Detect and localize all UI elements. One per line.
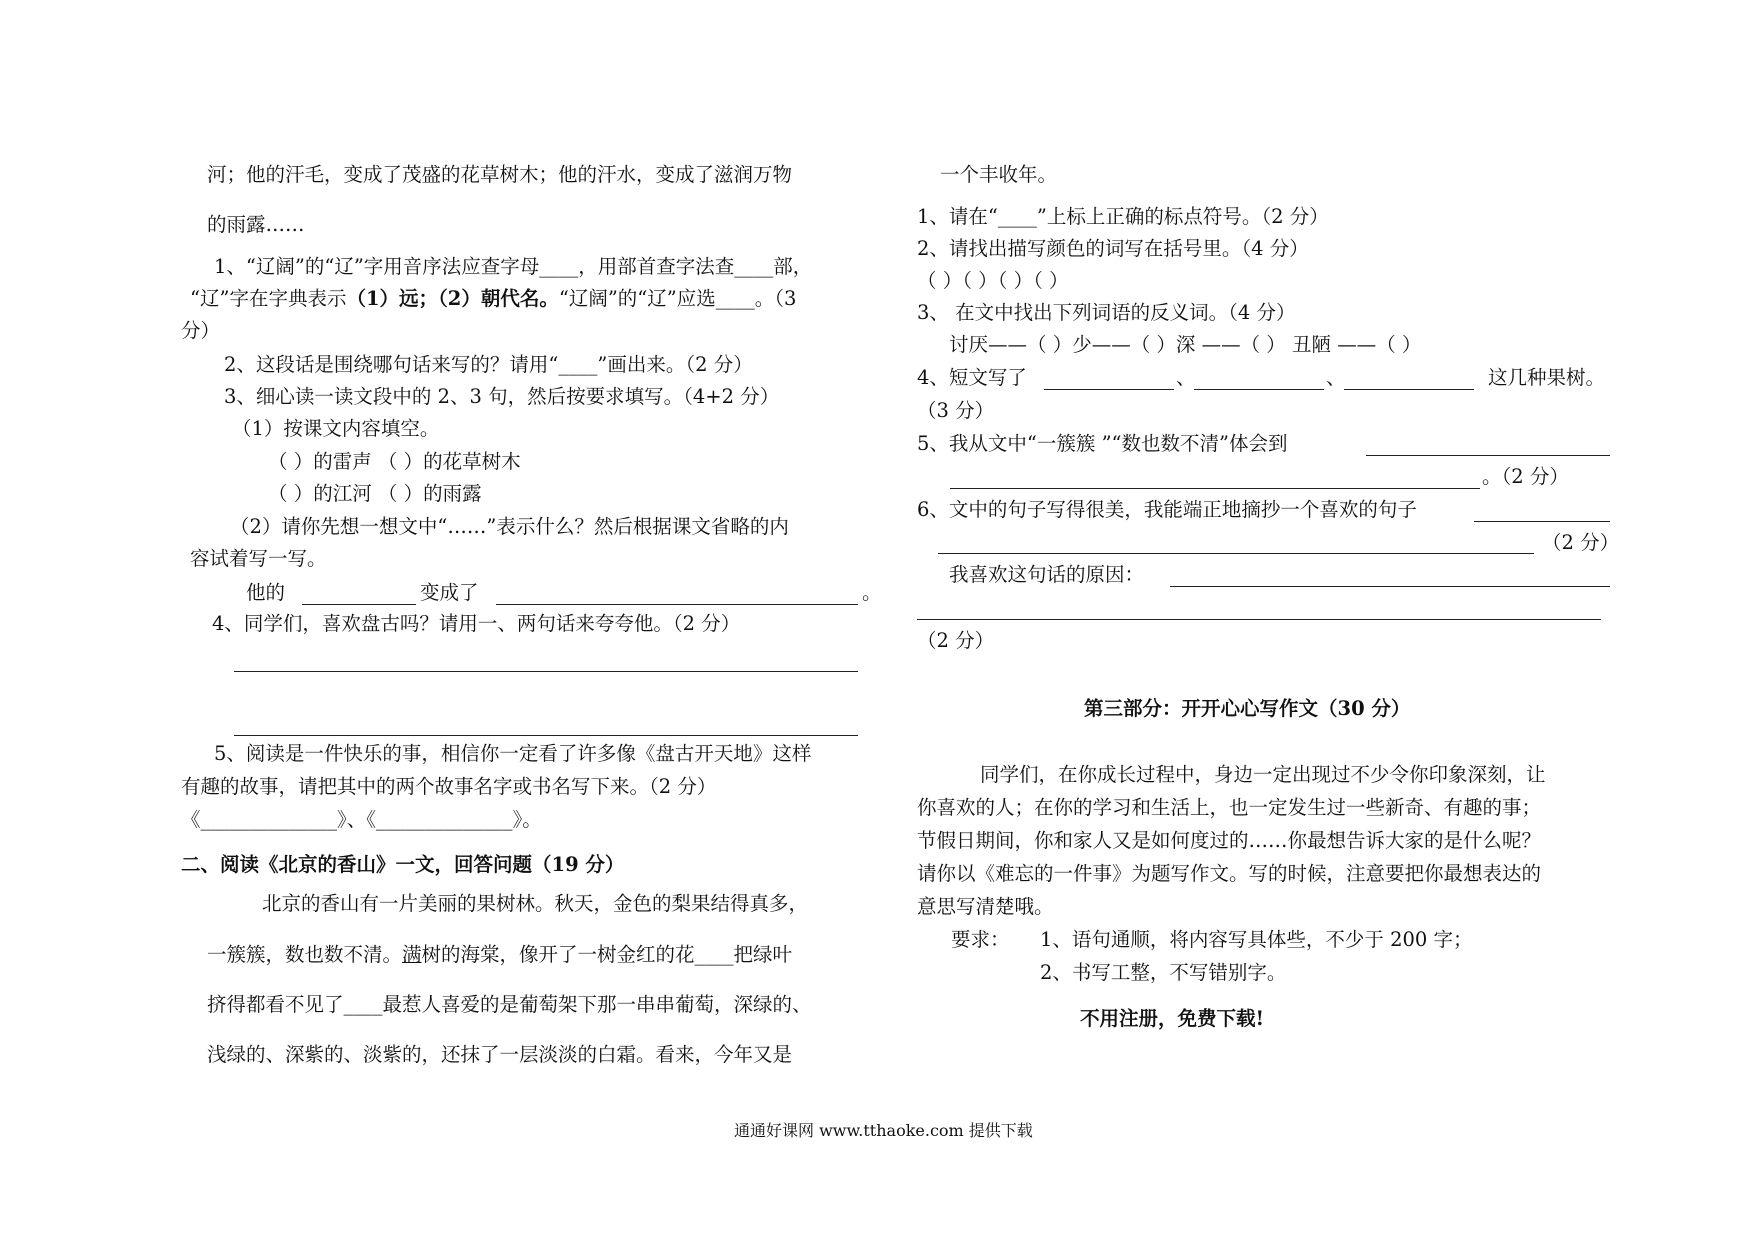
reading-passage-line: 挤得都看不见了____最惹人喜爱的是葡萄架下那一串串葡萄，深绿的、 <box>207 993 812 1016</box>
free-download-note: 不用注册，免费下载! <box>1080 1007 1265 1030</box>
question-4: 4、同学们，喜欢盘古吗？请用一、两句话来夸夸他。（2 分） <box>212 612 741 635</box>
footer-source: 通通好课网 www.tthaoke.com 提供下载 <box>734 1121 1033 1140</box>
answer-line[interactable] <box>1366 455 1610 456</box>
question-r4-score: （3 分） <box>917 399 995 422</box>
requirement-item: 1、语句通顺，将内容写具体些，不少于 200 字； <box>1040 928 1473 951</box>
essay-prompt-line: 请你以《难忘的一件事》为题写作文。写的时候，注意要把你最想表达的 <box>917 862 1542 885</box>
color-word-blanks[interactable]: （ ）（ ）（ ）（ ） <box>917 269 1069 292</box>
answer-line[interactable] <box>234 671 858 672</box>
answer-line[interactable] <box>950 488 1480 489</box>
underlined-char: 满 <box>402 943 422 966</box>
question-1-line <box>190 286 796 312</box>
question-3-part-2: 容试着写一写。 <box>190 547 327 570</box>
reading-passage-line: 浅绿的、深紫的、淡紫的，还抹了一层淡淡的白霜。看来，今年又是 <box>207 1043 793 1066</box>
answer-line[interactable] <box>1344 389 1474 390</box>
question-r4-label: 4、短文写了 <box>917 366 1027 389</box>
question-r5-score: 。（2 分） <box>1482 465 1569 488</box>
question-r5: 5、我从文中“一簇簇 ”“数也数不清”体会到 <box>917 432 1288 455</box>
question-3-part-2: （2）请你先想一想文中“……”表示什么？然后根据课文省略的内 <box>230 515 789 538</box>
meaning-options: （1）远；（2）朝代名。 <box>346 287 559 310</box>
question-3: 3、细心读一读文段中的 2、3 句，然后按要求填写。（4+2 分） <box>224 385 780 408</box>
fill-blank-row: （ ）的江河 （ ）的雨露 <box>268 482 482 505</box>
passage-text: 树的海棠，像开了一树金红的花____把绿叶 <box>421 943 793 966</box>
fill-blank-row: （ ）的雷声 （ ）的花草树木 <box>268 450 521 473</box>
question-text: “辽阔”的“辽”应选____。（3 <box>558 287 797 310</box>
antonym-blanks[interactable]: 讨厌——（ ）少——（ ）深 ——（ ） 丑陋 ——（ ） <box>949 333 1422 356</box>
reading-passage-line: 北京的香山有一片美丽的果树林。秋天，金色的梨果结得真多， <box>262 892 809 915</box>
question-r1: 1、请在“____”上标上正确的标点符号。（2 分） <box>917 205 1329 228</box>
question-1-line: 分） <box>181 319 221 342</box>
answer-line[interactable] <box>496 604 858 605</box>
question-r6: 6、文中的句子写得很美，我能端正地摘抄一个喜欢的句子 <box>917 498 1417 521</box>
question-text: “辽”字在字典表示 <box>190 287 347 310</box>
answer-line[interactable] <box>917 619 1601 620</box>
essay-prompt-line: 同学们，在你成长过程中，身边一定出现过不少令你印象深刻，让 <box>980 763 1546 786</box>
question-r2: 2、请找出描写颜色的词写在括号里。（4 分） <box>917 237 1309 260</box>
answer-line[interactable] <box>1194 389 1324 390</box>
passage-line: 的雨露…… <box>207 213 305 236</box>
question-1-line: 1、“辽阔”的“辽”字用音序法应查字母____，用部首查字法查____部， <box>214 255 813 278</box>
section-2-heading: 二、阅读《北京的香山》一文，回答问题（19 分） <box>181 853 625 876</box>
question-r3: 3、 在文中找出下列词语的反义词。（4 分） <box>917 301 1296 324</box>
book-title-blanks[interactable]: 《______________》、《______________》。 <box>181 808 542 831</box>
write-prompt-his: 他的 <box>246 581 286 604</box>
question-r6-score: （2 分） <box>1542 531 1620 554</box>
passage-text: 一簇簇，数也数不清。 <box>207 943 403 966</box>
question-3-part-1: （1）按课文内容填空。 <box>232 417 440 440</box>
answer-line[interactable] <box>1474 521 1610 522</box>
write-prompt-period: 。 <box>862 581 882 604</box>
requirements-label: 要求： <box>951 928 1010 951</box>
answer-line[interactable] <box>302 604 416 605</box>
separator: 、 <box>1176 366 1196 389</box>
question-5: 有趣的故事，请把其中的两个故事名字或书名写下来。（2 分） <box>181 775 717 798</box>
question-r7-score: （2 分） <box>917 629 995 652</box>
question-5: 5、阅读是一件快乐的事，相信你一定看了许多像《盘古开天地》这样 <box>214 742 812 765</box>
essay-prompt-line: 你喜欢的人；在你的学习和生活上，也一定发生过一些新奇、有趣的事； <box>917 796 1542 819</box>
passage-line: 河；他的汗毛，变成了茂盛的花草树木；他的汗水，变成了滋润万物 <box>207 163 793 186</box>
answer-line[interactable] <box>938 553 1534 554</box>
question-2: 2、这段话是围绕哪句话来写的？请用“____”画出来。（2 分） <box>224 353 753 376</box>
essay-prompt-line: 节假日期间，你和家人又是如何度过的……你最想告诉大家的是什么呢？ <box>917 829 1542 852</box>
requirement-item: 2、书写工整，不写错别字。 <box>1040 961 1287 984</box>
reading-passage-line: 一个丰收年。 <box>940 163 1058 186</box>
section-3-heading: 第三部分：开开心心写作文（30 分） <box>1084 697 1411 720</box>
reading-passage-line <box>207 942 792 968</box>
answer-line[interactable] <box>1170 586 1610 587</box>
answer-line[interactable] <box>234 735 858 736</box>
write-prompt-became: 变成了 <box>420 581 479 604</box>
question-r4-tail: 这几种果树。 <box>1488 366 1606 389</box>
question-r7: 我喜欢这句话的原因： <box>949 563 1145 586</box>
answer-line[interactable] <box>1044 389 1174 390</box>
essay-prompt-line: 意思写清楚哦。 <box>917 895 1054 918</box>
separator: 、 <box>1326 366 1346 389</box>
